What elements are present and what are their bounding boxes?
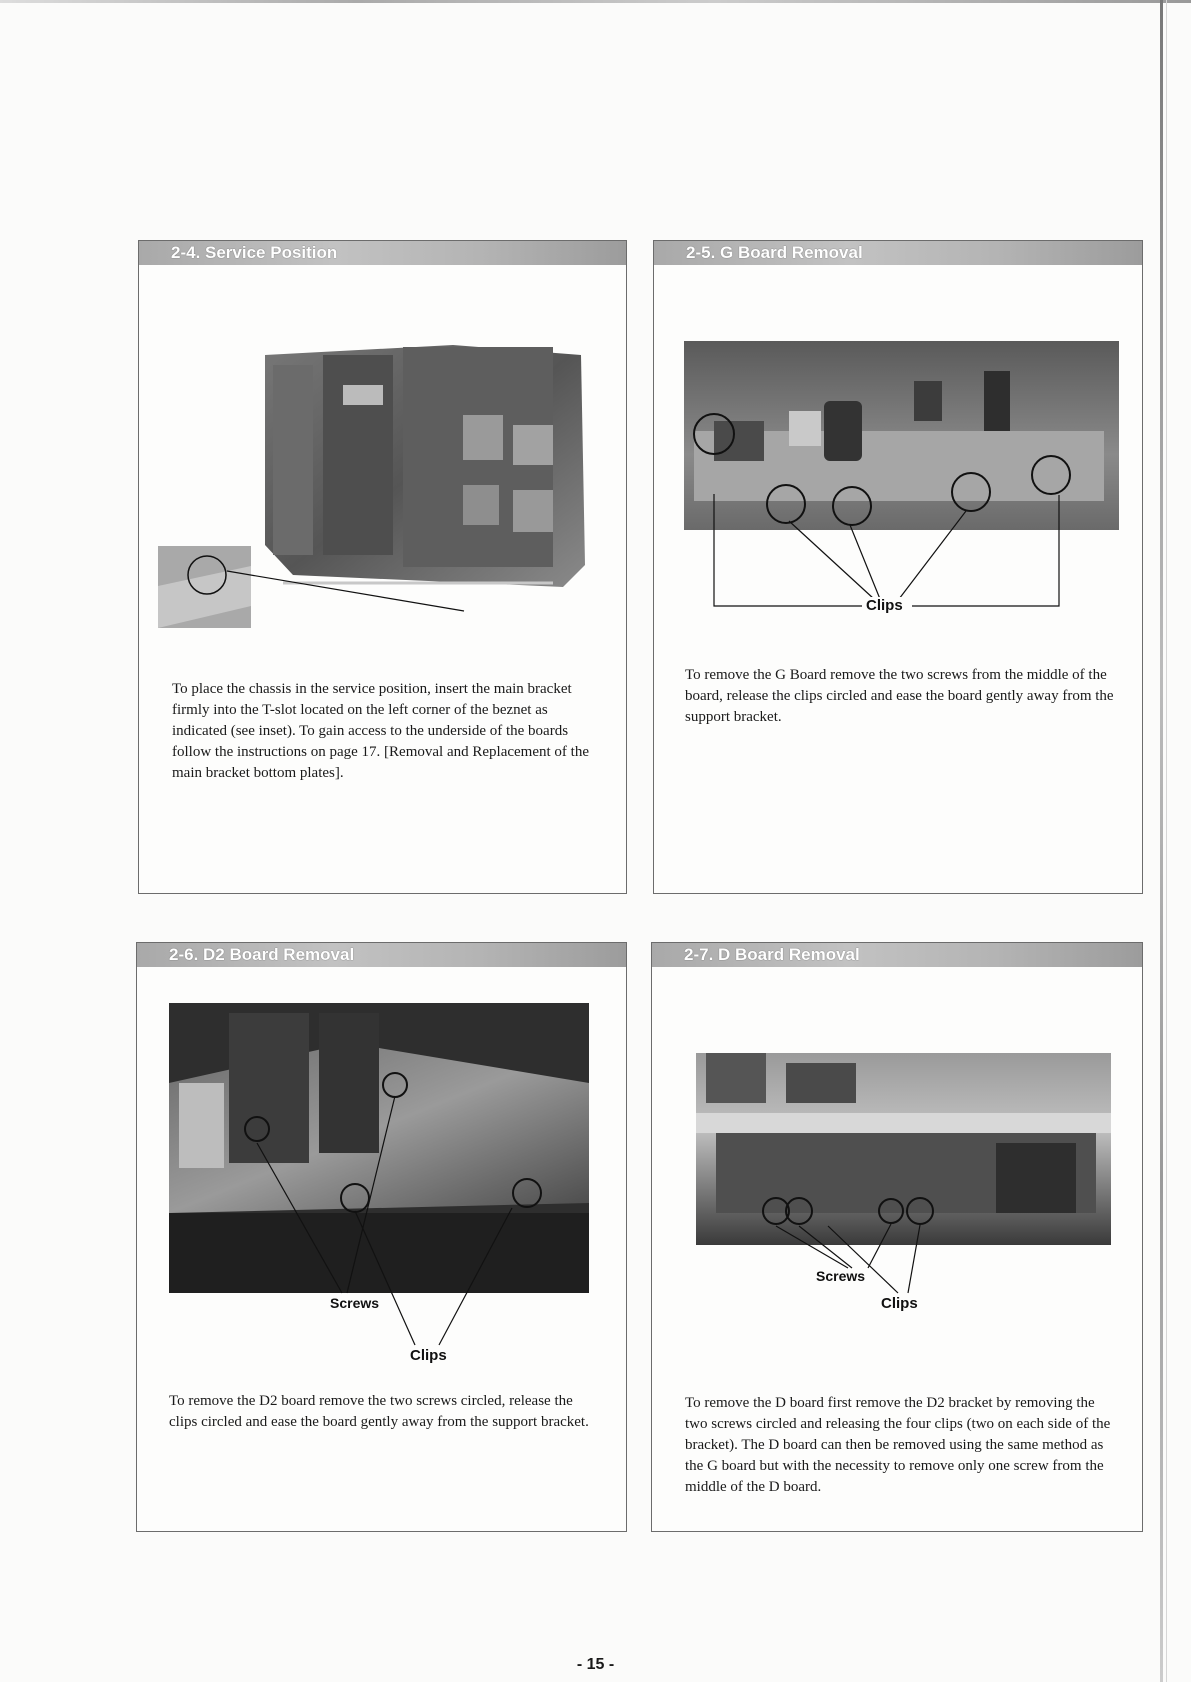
page-right-edge	[1160, 0, 1163, 1682]
d2-board-clips-label: Clips	[410, 1347, 447, 1364]
page-top-edge	[0, 0, 1191, 3]
d2-board-caption: To remove the D2 board remove the two screws circled, release the clips circled and ease the board gently away from the support bracket.	[169, 1393, 589, 1430]
section-title: 2-4. Service Position	[139, 241, 626, 265]
section-title: 2-6. D2 Board Removal	[137, 943, 626, 967]
g-board-clips-label: Clips	[862, 597, 907, 614]
section-service-position	[138, 240, 627, 894]
section-d2-board-removal	[136, 942, 627, 1532]
g-board-caption: To remove the G Board remove the two screws from the middle of the board, release the clips circled and ease the board gently away from the support bracket.	[685, 667, 1114, 725]
d-board-caption: To remove the D board first remove the D2 bracket by removing the two screws circled and releasing the four clips (two on each side of the bracket). The D board can then be removed using the same method as the G board but with the necessity to remove only one screw from the middle of the D board.	[685, 1395, 1111, 1495]
g-board-callout-lines	[654, 241, 1142, 641]
d2-board-screws-label: Screws	[330, 1295, 380, 1311]
service-position-caption: To place the chassis in the service position, insert the main bracket firmly into the T-slot located on the left corner of the beznet as indicated (see inset). To gain access to the underside of the boards follow the instructions on page 17. [Removal and Replacement of the main bracket bottom plates].	[172, 681, 589, 781]
page-right-edge-line	[1166, 0, 1167, 1682]
d-board-callout-lines	[652, 943, 1142, 1343]
d-board-screws-label: Screws	[816, 1268, 866, 1284]
inset-pointer-line	[139, 241, 626, 661]
section-title: 2-5. G Board Removal	[654, 241, 1142, 265]
d-board-clips-label: Clips	[881, 1295, 918, 1312]
section-d-board-removal	[651, 942, 1143, 1532]
section-title: 2-7. D Board Removal	[652, 943, 1142, 967]
page-number: - 15 -	[576, 1656, 615, 1673]
section-g-board-removal	[653, 240, 1143, 894]
